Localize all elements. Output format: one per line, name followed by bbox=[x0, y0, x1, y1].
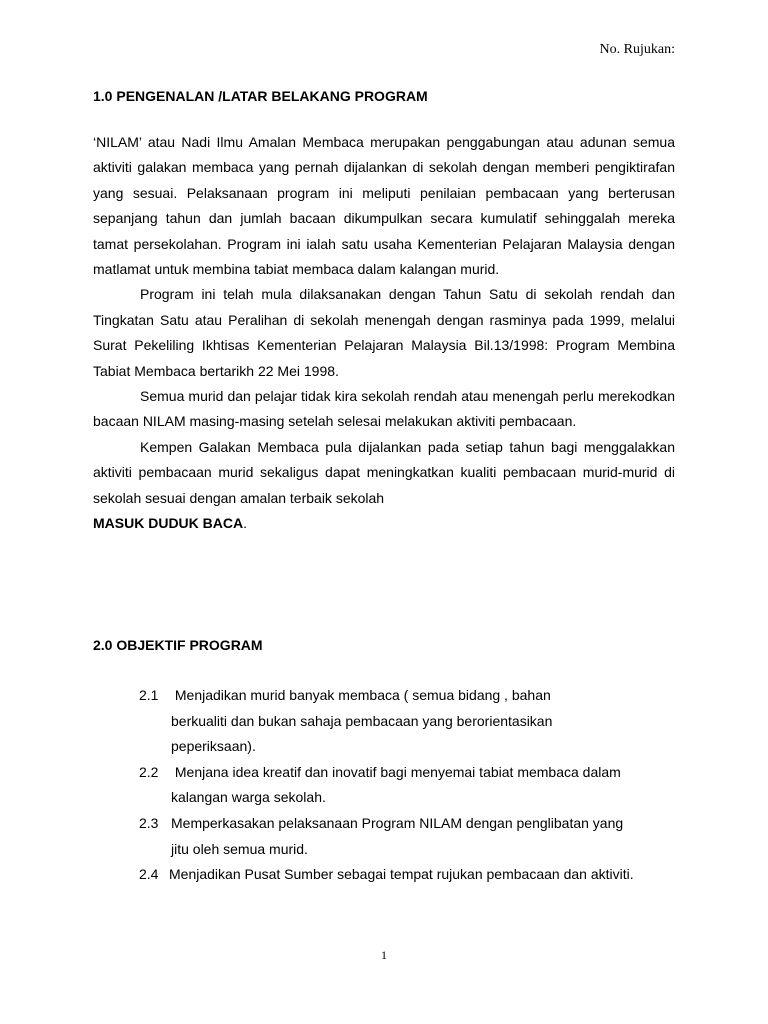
objective-line: Menjana idea kreatif dan inovatif bagi menyemai tabiat membaca dalam bbox=[174, 763, 621, 780]
objective-number: 2.1 bbox=[139, 687, 159, 703]
objective-line: peperiksaan). bbox=[171, 738, 256, 755]
section-1-heading: 1.0 PENGENALAN /LATAR BELAKANG PROGRAM bbox=[93, 88, 428, 104]
objective-text: Menjadikan Pusat Sumber sebagai tempat rujukan pembacaan dan aktiviti. bbox=[169, 866, 634, 883]
slogan-suffix: . bbox=[243, 515, 247, 532]
intro-paragraph-2: Program ini telah mula dilaksanakan dengan Tahun Satu di sekolah rendah dan Tingkatan Satu atau Peralihan di sekolah menengah dengan rasminya pada 1999, melalui Surat Pekeliling Ikhtisas Kementerian Pelajaran Malaysia Bil.13/1998: Program Membina Tabiat Membaca bertarikh 22 Mei 1998. bbox=[93, 286, 675, 379]
objective-number: 2.3 bbox=[139, 814, 159, 831]
slogan-line bbox=[93, 511, 675, 536]
objective-line: Memperkasakan pelaksanaan Program NILAM dengan penglibatan yang bbox=[171, 814, 624, 831]
section-2-heading: 2.0 OBJEKTIF PROGRAM bbox=[93, 637, 263, 653]
objective-item bbox=[93, 683, 675, 760]
objective-item bbox=[93, 811, 675, 862]
page-number: 1 bbox=[381, 948, 387, 962]
intro-paragraph-3: Semua murid dan pelajar tidak kira sekolah rendah atau menengah perlu merekodkan bacaan NILAM masing-masing setelah selesai melakukan aktiviti pembacaan. bbox=[93, 388, 675, 430]
slogan-text: MASUK DUDUK BACA bbox=[93, 515, 244, 532]
objective-line: berkualiti dan bukan sahaja pembacaan yang berorientasikan bbox=[171, 712, 553, 729]
section-1-body bbox=[93, 130, 675, 537]
reference-number-label: No. Rujukan: bbox=[599, 42, 675, 57]
objective-line: Menjadikan murid banyak membaca ( semua bidang , bahan bbox=[174, 687, 551, 703]
objective-item bbox=[93, 760, 675, 811]
objective-item bbox=[93, 862, 675, 888]
intro-paragraph-4: Kempen Galakan Membaca pula dijalankan pada setiap tahun bagi menggalakkan aktiviti pembacaan murid sekaligus dapat meningkatkan kualiti pembacaan murid-murid di sekolah sesuai dengan amalan terbaik sekolah bbox=[93, 438, 675, 506]
objective-line: kalangan warga sekolah. bbox=[171, 789, 326, 806]
objectives-list bbox=[93, 683, 675, 888]
intro-paragraph-1: ‘NILAM’ atau Nadi Ilmu Amalan Membaca merupakan penggabungan atau adunan semua aktiviti galakan membaca yang pernah dijalankan di sekolah dengan memberi pengiktirafan yang sesuai. Pelaksanaan program ini meliputi penilaian pembacaan yang berterusan sepanjang tahun dan jumlah bacaan dikumpulkan secara kumulatif sehinggalah mereka tamat persekolahan. Program ini ialah satu usaha Kementerian Pelajaran Malaysia dengan matlamat untuk membina tabiat membaca dalam kalangan murid. bbox=[93, 134, 675, 278]
objective-number: 2.2 bbox=[139, 763, 159, 780]
objective-line: jitu oleh semua murid. bbox=[171, 840, 308, 857]
objective-number: 2.4 bbox=[139, 866, 159, 883]
